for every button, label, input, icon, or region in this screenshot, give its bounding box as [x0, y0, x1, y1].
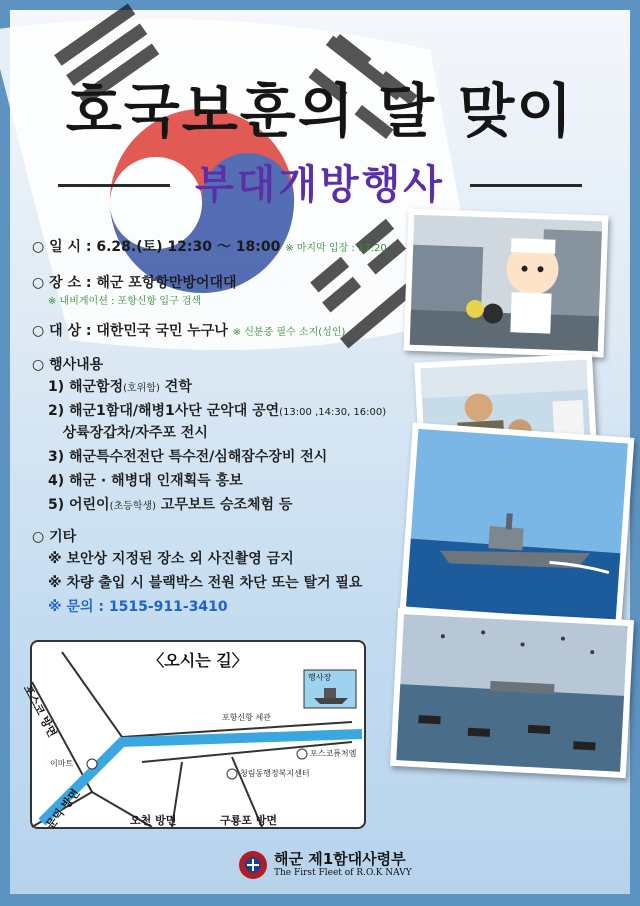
bullet-icon: ○	[32, 529, 50, 545]
contact-info: ※ 문의 : 1515-911-3410	[48, 599, 228, 615]
page-subtitle: 부대개방행사	[195, 162, 445, 208]
page-title: 호국보훈의 달 맞이	[65, 77, 575, 145]
map-road-guryongpo-label: 구룡포 방면	[220, 814, 277, 827]
program-item-text: 1) 해군함정	[48, 379, 124, 395]
map-road-ocheon-label: 오천 방면	[130, 814, 177, 827]
program-item-rest: 견학	[159, 379, 192, 395]
program-item	[48, 470, 243, 490]
target-note: ※ 신분증 필수 소지(성인)	[232, 327, 346, 338]
map-title: 〈오시는 길〉	[148, 651, 248, 670]
place-row	[32, 272, 237, 292]
directions-map	[20, 640, 366, 832]
photo-frigate	[400, 422, 635, 627]
bullet-icon: ○	[32, 239, 50, 255]
etc-heading-text: 기타	[49, 529, 77, 545]
program-item-text: 상륙장갑차/자주포 전시	[48, 425, 208, 441]
footer-org: 해군 제1함대사령부	[274, 850, 406, 868]
date-note: ※ 마지막 입장 : 17:20	[285, 243, 387, 254]
program-item	[48, 376, 192, 396]
program-heading	[32, 354, 103, 374]
map-road-top-label: 포스코 방면	[20, 682, 59, 740]
program-item-small: (13:00 ,14:30, 16:00)	[279, 407, 387, 418]
date-row	[32, 236, 387, 256]
place-label: 장 소 :	[49, 275, 97, 291]
map-customs-label: 포항신항 세관	[222, 713, 271, 722]
footer-english: The First Fleet of R.O.K NAVY	[274, 868, 412, 878]
date-label: 일 시 :	[49, 239, 97, 255]
target-label: 대 상 :	[49, 323, 97, 339]
map-emart-label: 이마트	[50, 759, 74, 768]
program-item-text: 3) 해군특수전전단 특수전/심해잠수장비 전시	[48, 449, 328, 465]
program-item	[48, 446, 327, 466]
program-item	[48, 400, 386, 420]
program-item-text: 4) 해군 · 해병대 인재획득 홍보	[48, 473, 243, 489]
navy-emblem-icon	[238, 850, 268, 880]
map-venue-label: 행사장	[308, 673, 332, 682]
bullet-icon: ○	[32, 357, 50, 373]
etc-item: ※ 보안상 지정된 장소 외 사진촬영 금지	[48, 551, 294, 567]
map-welfare-label: 청림동행정복지센터	[240, 769, 310, 778]
target-row	[32, 320, 345, 340]
etc-item: ※ 차량 출입 시 블랙박스 전원 차단 또는 탈거 필요	[48, 575, 363, 591]
poster-body	[10, 10, 630, 894]
photo-amphibious	[390, 608, 634, 778]
program-item-text: 2) 해군1함대/해병1사단 군악대 공연	[48, 403, 280, 419]
photo-ship-mascot	[404, 209, 609, 358]
program-item	[48, 494, 292, 514]
program-item	[48, 422, 208, 442]
program-heading-text: 행사내용	[49, 357, 104, 373]
map-posco-label: 포스코퓨처엠	[310, 749, 357, 758]
target-value: 대한민국 국민 누구나	[96, 323, 228, 339]
bullet-icon: ○	[32, 275, 50, 291]
map-road-left-label: 문덕 방면	[43, 786, 83, 832]
place-note: ※ 내비게이션 : 포항신항 입구 검색	[48, 296, 202, 307]
etc-heading	[32, 526, 76, 546]
date-value: 6.28.(토) 12:30 ～ 18:00	[96, 239, 281, 255]
program-item-small: (호위함)	[123, 383, 160, 394]
program-item-text: 5) 어린이	[48, 497, 110, 513]
place-value: 해군 포항항만방어대대	[96, 275, 237, 291]
bullet-icon: ○	[32, 323, 50, 339]
subtitle-rule-right	[470, 184, 582, 187]
program-item-small: (초등학생)	[109, 501, 157, 512]
program-item-rest: 고무보트 승조체험 등	[156, 497, 293, 513]
